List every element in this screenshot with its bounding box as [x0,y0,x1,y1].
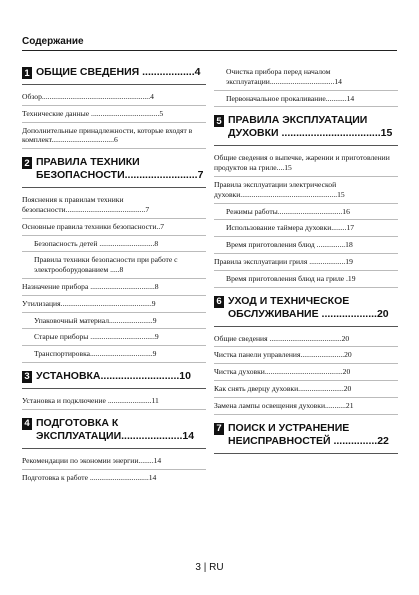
section-number-badge: 1 [22,67,32,79]
toc-entry[interactable]: Общие сведения о выпечке, жарении и приготовлении продуктов на гриле....15 [214,150,398,177]
section-number-badge: 7 [214,423,224,435]
section-title: ПОДГОТОВКА К ЭКСПЛУАТАЦИИ.....................14 [36,416,195,442]
section-title: ОБЩИЕ СВЕДЕНИЯ ..................4 [36,66,201,78]
section-number-badge: 6 [214,296,224,308]
toc-entry[interactable]: Чистка панели управления.......................20 [214,347,398,364]
toc-subentry[interactable]: Правила техники безопасности при работе с электрооборудованием .....8 [22,252,206,279]
toc-section-heading[interactable] [22,415,206,449]
toc-entry[interactable]: Дополнительные принадлежности, которые входят в комплект.................................6 [22,123,206,150]
toc-section-heading[interactable] [22,154,206,188]
section-title: УСТАНОВКА...........................10 [36,369,191,382]
toc-subentry[interactable]: Упаковочный материал.......................9 [22,313,206,330]
header-divider [22,50,397,51]
toc-section-heading[interactable] [214,112,398,146]
section-title: ПОИСК И УСТРАНЕНИЕ НЕИСПРАВНОСТЕЙ ...............22 [228,421,389,447]
toc-entry[interactable]: Рекомендации по экономии энергии........14 [22,453,206,470]
toc-entry[interactable]: Технические данные ....................................5 [22,106,206,123]
toc-section-heading[interactable] [214,420,398,454]
section-number-badge: 3 [22,371,32,383]
toc-entry[interactable]: Подготовка к работе ...............................14 [22,472,157,482]
page-header-title: Содержание [22,36,84,47]
toc-section-heading[interactable] [214,293,398,327]
toc-subentry[interactable]: Очистка прибора перед началом эксплуатации..................................14 [214,64,398,91]
toc-subentry[interactable]: Безопасность детей .............................8 [22,236,206,253]
section-number-badge: 4 [22,418,32,430]
toc-left-column [22,64,206,485]
toc-entry[interactable]: Общие сведения ......................................20 [214,331,398,348]
section-title: ПРАВИЛА ТЕХНИКИ БЕЗОПАСНОСТИ.........................7 [36,156,204,182]
toc-subentry[interactable]: Использование таймера духовки........17 [214,220,398,237]
toc-entry[interactable]: Замена лампы освещения духовки...........21 [214,398,398,415]
toc-subentry[interactable]: Время приготовления блюд на гриле .19 [214,271,398,288]
section-number-badge: 5 [214,115,224,127]
toc-entry[interactable]: Как снять дверцу духовки........................20 [214,381,398,398]
toc-entry[interactable]: Пояснения к правилам техники безопасности..........................................7 [22,192,206,219]
toc-entry[interactable]: Утилизация................................................9 [22,296,206,313]
toc-entry[interactable]: Чистка духовки.........................................20 [214,364,398,381]
page-number: 3 | RU [195,562,224,573]
toc-subentry[interactable]: Режимы работы..................................16 [214,204,398,221]
toc-entry[interactable]: Назначение прибора ..................................8 [22,279,206,296]
section-title: ПРАВИЛА ЭКСПЛУАТАЦИИ ДУХОВКИ ..................................15 [228,114,393,140]
toc-section-heading[interactable] [22,368,206,389]
toc-right-column [214,64,398,458]
section-number-badge: 2 [22,157,32,169]
toc-subentry[interactable]: Старые приборы ..................................9 [22,329,206,346]
toc-subentry[interactable]: Первоначальное прокаливание...........14 [214,91,398,108]
toc-entry[interactable]: Правила эксплуатации гриля ...................19 [214,254,398,271]
toc-entry[interactable]: Правила эксплуатации электрической духовки...................................................15 [214,177,398,204]
toc-subentry[interactable]: Время приготовления блюд ...............18 [214,237,398,254]
toc-entry[interactable]: Установка и подключение .......................11 [22,393,206,410]
toc-subentry[interactable]: Транспортировка.................................9 [22,346,206,363]
toc-section-heading[interactable] [22,64,206,85]
toc-entry[interactable]: Основные правила техники безопасности..7 [22,219,206,236]
toc-entry[interactable]: Обзор.........................................................4 [22,89,206,106]
section-title: УХОД И ТЕХНИЧЕСКОЕ ОБСЛУЖИВАНИЕ ...................20 [228,294,389,320]
